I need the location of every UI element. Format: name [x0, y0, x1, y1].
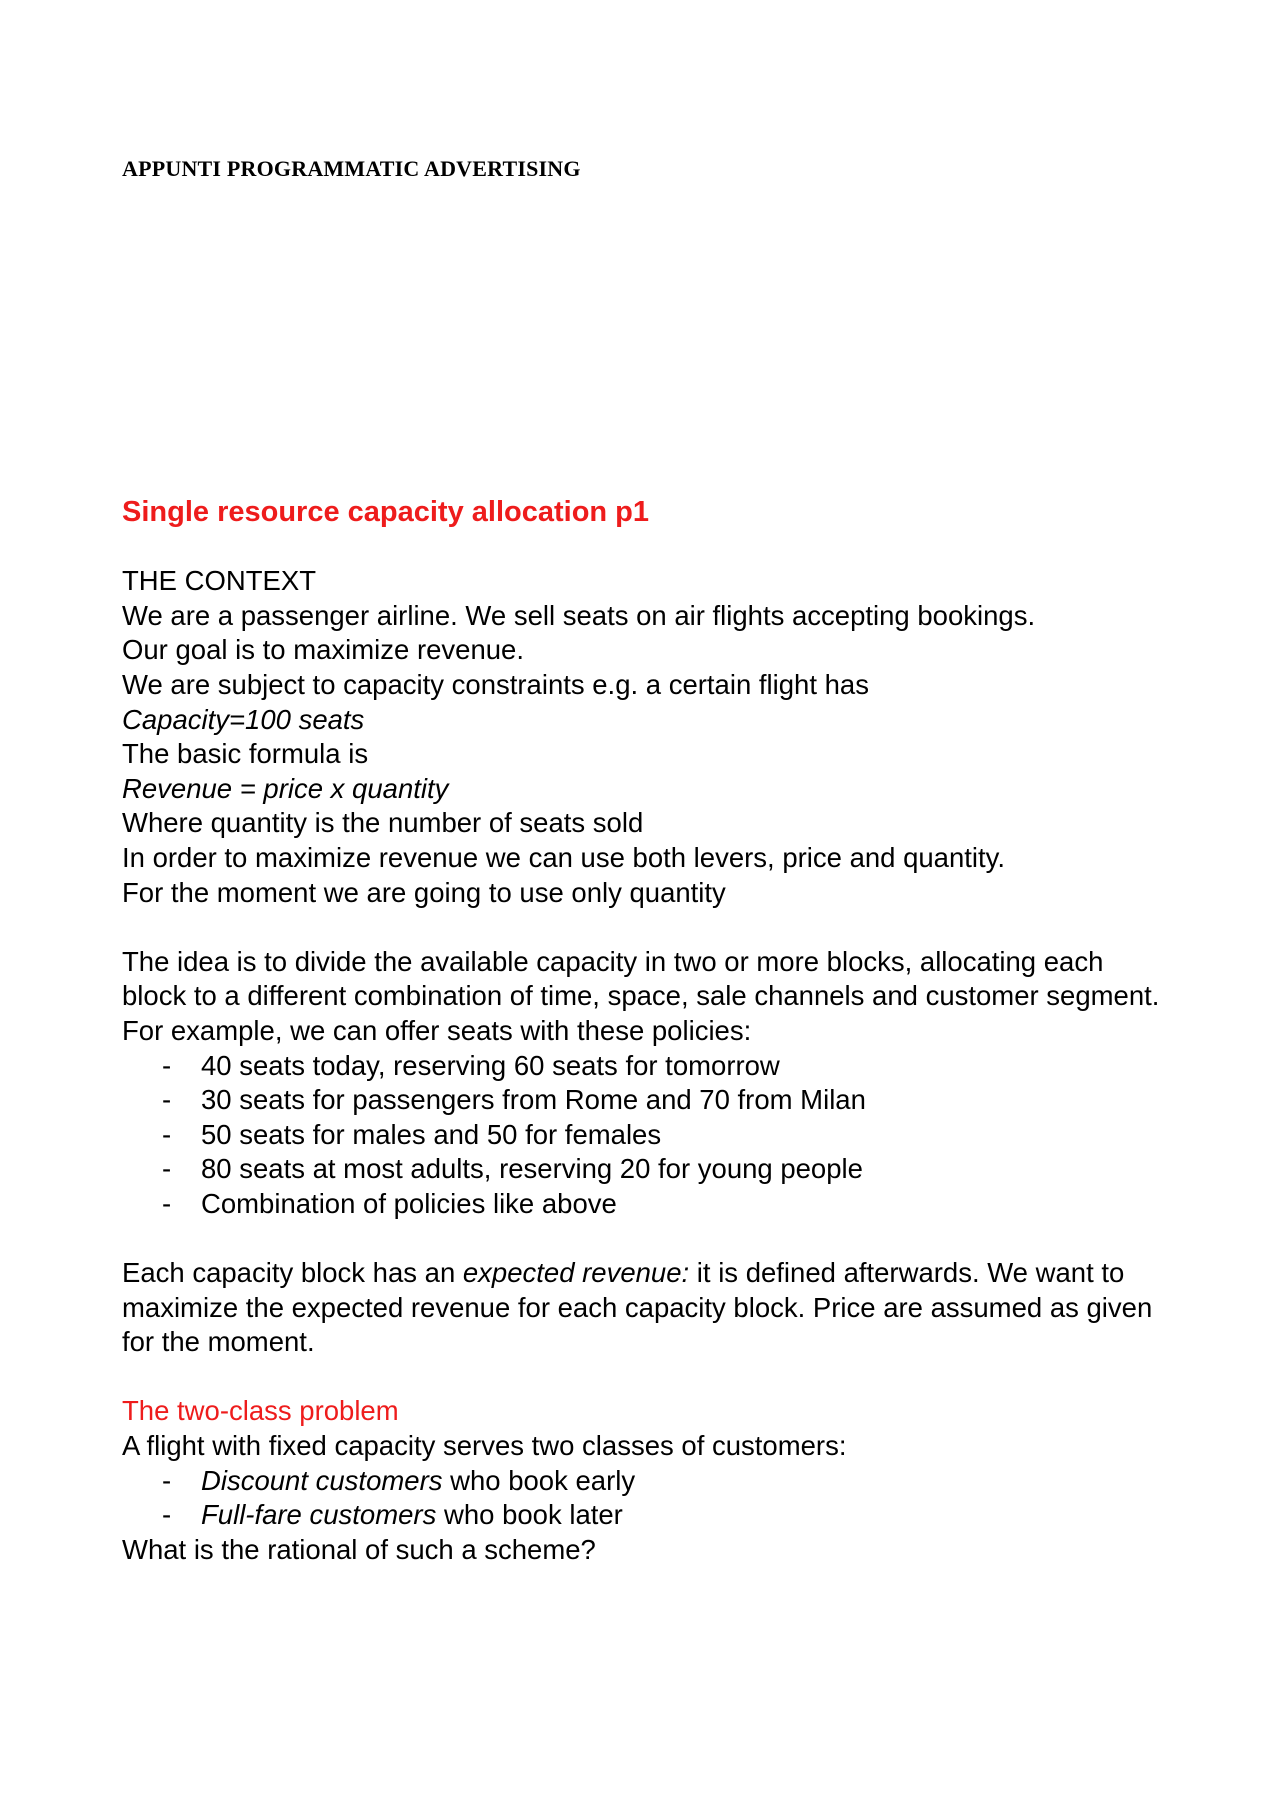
customer-class-term: Discount customers [201, 1464, 443, 1496]
context-line: We are subject to capacity constraints e.g. a certain flight has [122, 668, 869, 700]
dash-bullet: - [162, 1499, 172, 1531]
dash-bullet: - [162, 1049, 172, 1081]
expected-revenue-term: expected revenue: [462, 1257, 690, 1289]
dash-bullet: - [162, 1084, 172, 1116]
paragraph-text: it is defined afterwards. We want to maximize the expected revenue for each capacity block. Price are assumed as given for the moment. [122, 1257, 1153, 1358]
blank-line [122, 1360, 1162, 1395]
policy-text: Combination of policies like above [201, 1187, 617, 1219]
revenue-formula: Revenue = price x quantity [122, 772, 449, 804]
customer-class-term: Full-fare customers [201, 1499, 437, 1531]
dash-bullet: - [162, 1464, 172, 1496]
policy-text: 80 seats at most adults, reserving 20 for young people [201, 1153, 863, 1185]
list-item [122, 1049, 1162, 1084]
policy-text: 50 seats for males and 50 for females [201, 1118, 662, 1150]
dash-bullet: - [162, 1118, 172, 1150]
list-item [122, 1464, 1162, 1499]
expected-revenue-paragraph [122, 1256, 1162, 1360]
context-line: Where quantity is the number of seats sold [122, 807, 644, 839]
document-title: APPUNTI PROGRAMMATIC ADVERTISING [122, 156, 581, 181]
two-class-heading: The two-class problem [122, 1395, 399, 1427]
customer-class-text: who book early [442, 1464, 636, 1496]
formula-intro: The basic formula is [122, 738, 369, 770]
customer-class-text: who book later [436, 1499, 623, 1531]
dash-bullet: - [162, 1153, 172, 1185]
list-item [122, 1498, 1162, 1533]
blank-line [122, 530, 1162, 565]
policy-list [122, 1049, 1162, 1222]
context-line: We are a passenger airline. We sell seats on air flights accepting bookings. [122, 599, 1036, 631]
policy-text: 30 seats for passengers from Rome and 70 from Milan [201, 1084, 866, 1116]
section-heading: Single resource capacity allocation p1 [122, 496, 650, 528]
context-line: Our goal is to maximize revenue. [122, 634, 524, 666]
context-line: In order to maximize revenue we can use both levers, price and quantity. [122, 841, 1006, 873]
blank-line [122, 1221, 1162, 1256]
context-heading: THE CONTEXT [122, 565, 317, 597]
customer-class-list [122, 1464, 1162, 1533]
list-item [122, 1118, 1162, 1153]
example-intro: For example, we can offer seats with these policies: [122, 1014, 752, 1046]
paragraph-text: Each capacity block has an [122, 1257, 463, 1289]
list-item [122, 1083, 1162, 1118]
blank-line [122, 910, 1162, 945]
capacity-formula: Capacity=100 seats [122, 703, 365, 735]
document-body [122, 495, 1162, 1567]
context-line: For the moment we are going to use only quantity [122, 876, 726, 908]
policy-text: 40 seats today, reserving 60 seats for tomorrow [201, 1049, 780, 1081]
idea-paragraph: The idea is to divide the available capacity in two or more blocks, allocating each block to a different combination of time, space, sale channels and customer segment. [122, 945, 1160, 1012]
list-item [122, 1187, 1162, 1222]
two-class-question: What is the rational of such a scheme? [122, 1533, 596, 1565]
dash-bullet: - [162, 1187, 172, 1219]
two-class-intro: A flight with fixed capacity serves two classes of customers: [122, 1430, 847, 1462]
list-item [122, 1152, 1162, 1187]
